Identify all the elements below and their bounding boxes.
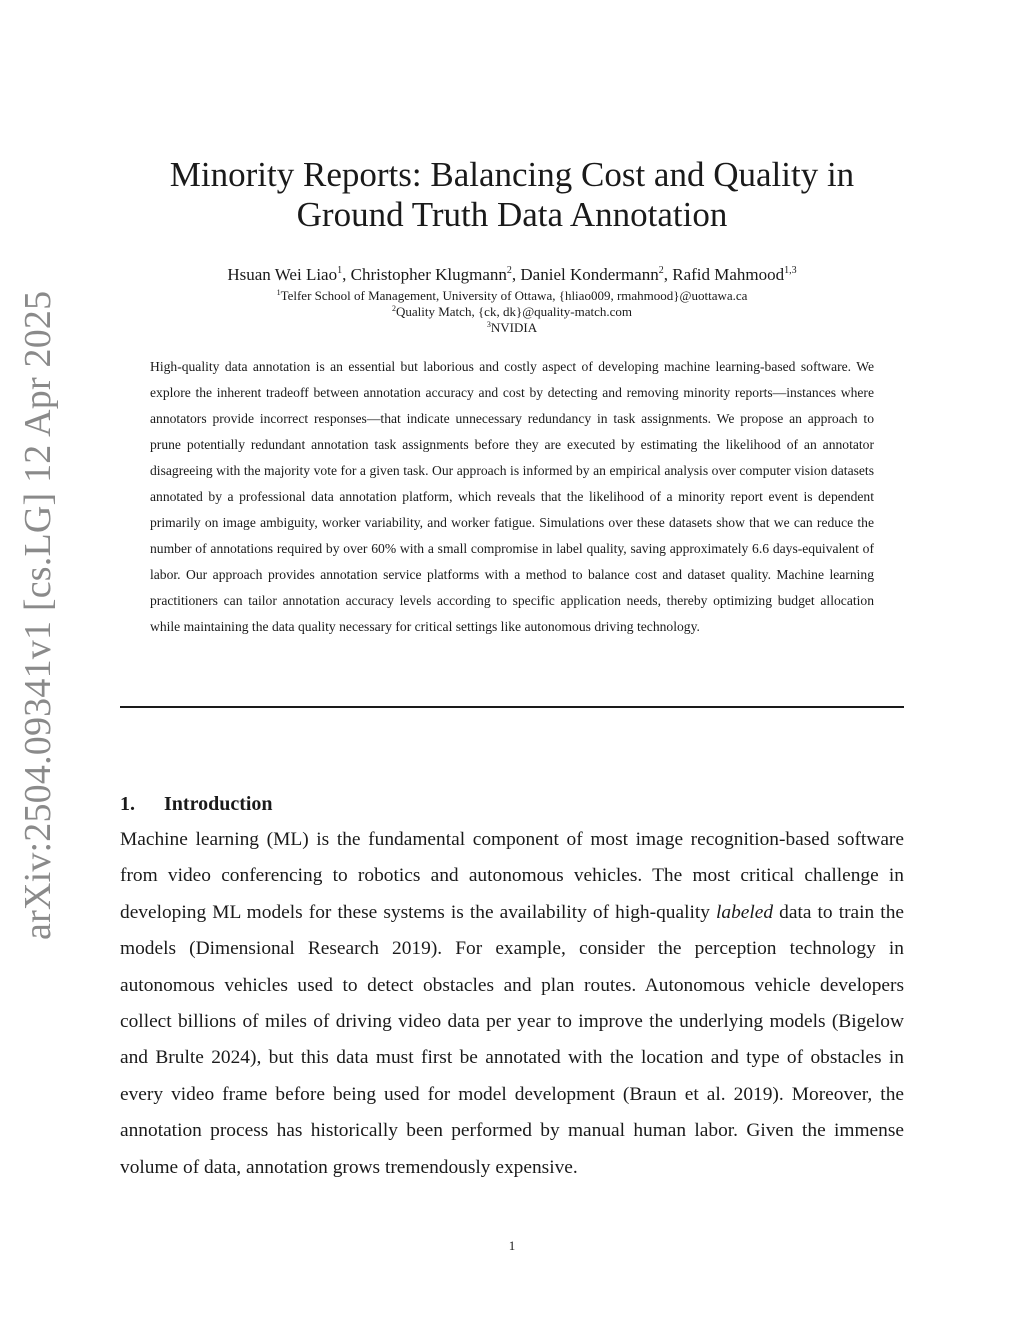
affiliation-mark: 1 — [276, 288, 281, 297]
intro-italic-term: labeled — [716, 901, 774, 923]
title-line-2: Ground Truth Data Annotation — [296, 195, 728, 234]
affiliation-text: Telfer School of Management, University of Ottawa, {hliao009, rmahmood}@uottawa.ca — [280, 288, 748, 303]
affiliation-mark: 3 — [486, 320, 491, 329]
author-separator: , — [511, 265, 521, 284]
affiliation-text: NVIDIA — [490, 320, 538, 335]
intro-text-part-2: data to train the models (Dimensional Research 2019). For example, consider the perception technology in autonomous vehicles used to detect obstacles and plan routes. Autonomous vehicle developers collect billions of miles of driving video data per year to improve the underlying models (Bigelow and Brulte 2024), but this data must first be annotated with the location and type of obstacles in every video frame before being used for model development (Braun et al. 2019). Moreover, the annotation process has historically been performed by manual human labor. Given the immense volume of data, annotation grows tremendously expensive. — [120, 901, 904, 1178]
affiliation-text: Quality Match, {ck, dk}@quality-match.com — [395, 304, 632, 319]
paper-title — [120, 155, 904, 235]
arxiv-identifier: arXiv:2504.09341v1 [cs.LG] 12 Apr 2025 — [17, 290, 59, 940]
author-affiliation-mark: 2 — [658, 265, 664, 276]
author-name: Christopher Klugmann — [350, 265, 507, 284]
page-number: 1 — [508, 1238, 516, 1253]
author-affiliation-mark: 2 — [506, 265, 512, 276]
section-title: Introduction — [164, 793, 273, 815]
intro-text-part-1: Machine learning (ML) is the fundamental component of most image recognition-based software from video conferencing to robotics and autonomous vehicles. The most critical challenge in developing ML models for these systems is the availability of high-quality — [120, 829, 904, 923]
author-list — [120, 260, 904, 286]
author-separator: , — [663, 265, 673, 284]
abstract-divider — [120, 706, 904, 708]
introduction-paragraph — [120, 822, 904, 1186]
abstract: High-quality data annotation is an essential but laborious and costly aspect of developing machine learning-based software. We explore the inherent tradeoff between annotation accuracy and cost by detecting and removing minority reports—instances where annotators provide incorrect responses—that indicate unnecessary redundancy in task assignments. We propose an approach to prune potentially redundant annotation task assignments before they are executed by estimating the likelihood of an annotator disagreeing with the majority vote for a given task. Our approach is informed by an empirical analysis over computer vision datasets annotated by a professional data annotation platform, which reveals that the likelihood of a minority report event is dependent primarily on image ambiguity, worker variability, and worker fatigue. Simulations over these datasets show that we can reduce the number of annotations required by over 60% with a small compromise in label quality, saving approximately 6.6 days-equivalent of labor. Our approach provides annotation service platforms with a method to balance cost and dataset quality. Machine learning practitioners can tailor annotation accuracy levels according to specific application needs, thereby optimizing budget allocation while maintaining the data quality necessary for critical settings like autonomous driving technology. — [150, 359, 874, 634]
title-line-1: Minority Reports: Balancing Cost and Quality in — [169, 155, 855, 194]
affiliation-mark: 2 — [391, 304, 396, 313]
author-separator: , — [342, 265, 351, 284]
author-name: Rafid Mahmood — [672, 265, 785, 284]
section-number: 1. — [120, 793, 135, 815]
author-affiliation-mark: 1,3 — [784, 265, 797, 276]
author-affiliation-mark: 1 — [337, 265, 343, 276]
author-name: Daniel Kondermann — [520, 265, 659, 284]
section-heading-introduction — [120, 790, 273, 818]
affiliation-3 — [120, 317, 904, 336]
author-name: Hsuan Wei Liao — [227, 265, 338, 284]
